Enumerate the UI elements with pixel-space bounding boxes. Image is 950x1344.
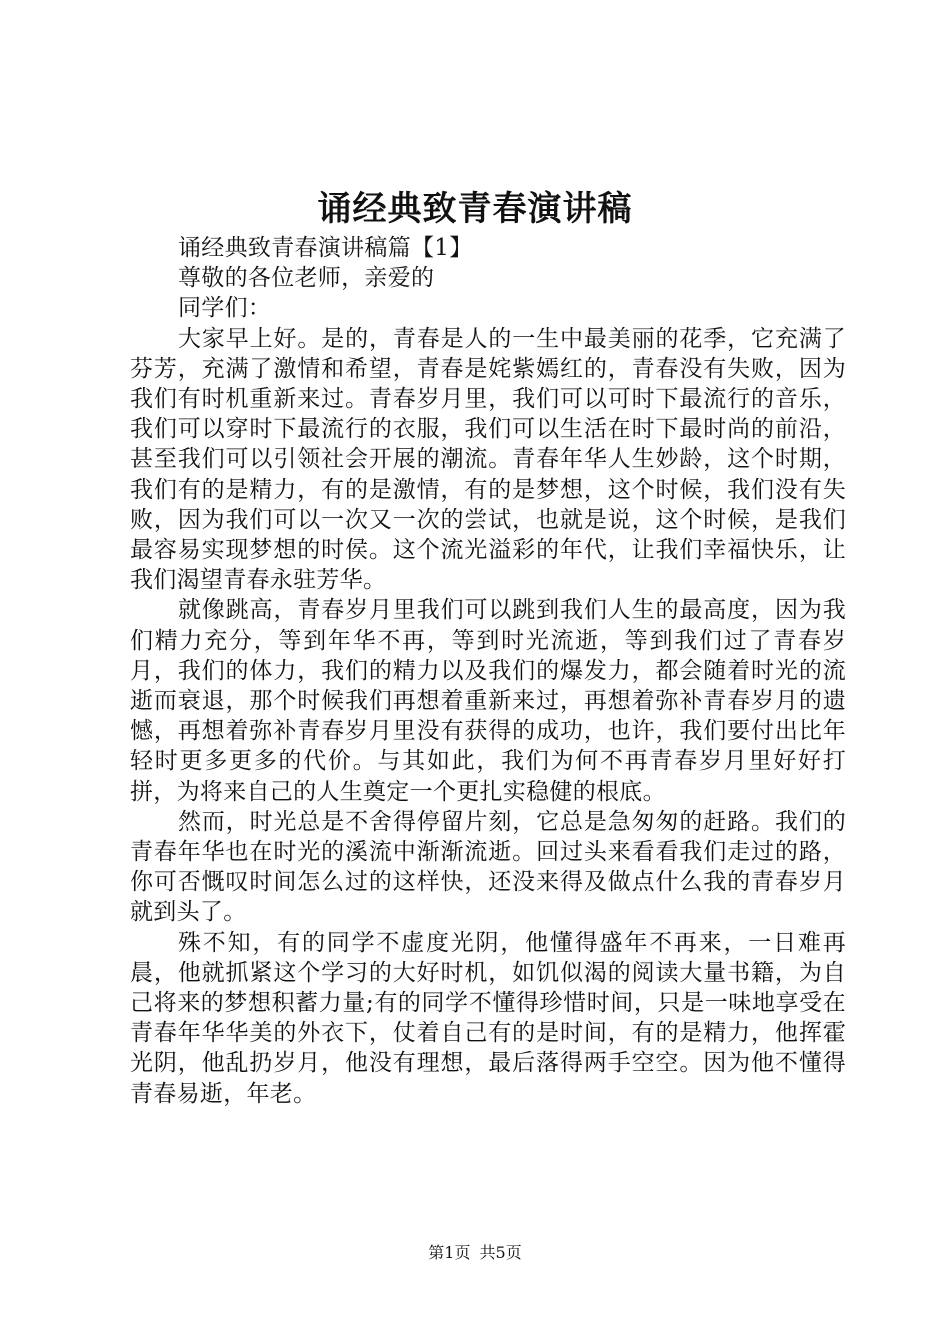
salutation-line-1: 尊敬的各位老师，亲爱的 — [178, 265, 435, 292]
page-footer: 第1页 共5页 — [428, 1243, 522, 1262]
document-body — [130, 233, 846, 1109]
paragraph-1: 大家早上好。是的，青春是人的一生中最美丽的花季，它充满了芬芳，充满了激情和希望，青春是姹紫嫣红的，青春没有失败，因为我们有时机重新来过。青春岁月里，我们可以可时下最流行的音乐，我们可以穿时下最流行的衣服，我们可以生活在时下最时尚的前沿，甚至我们可以引领社会开展的潮流。青春年华人生妙龄，这个时期，我们有的是精力，有的是激情，有的是梦想，这个时候，我们没有失败，因为我们可以一次又一次的尝试，也就是说，这个时候，是我们最容易实现梦想的时侯。这个流光溢彩的年代，让我们幸福快乐，让我们渴望青春永驻芳华。 — [130, 325, 846, 594]
paragraph-2: 就像跳高，青春岁月里我们可以跳到我们人生的最高度，因为我们精力充分，等到年华不再，等到时光流逝，等到我们过了青春岁月，我们的体力，我们的精力以及我们的爆发力，都会随着时光的流逝而衰退，那个时候我们再想着重新来过，再想着弥补青春岁月的遗憾，再想着弥补青春岁月里没有获得的成功，也许，我们要付出比年轻时更多更多的代价。与其如此，我们为何不再青春岁月里好好打拼，为将来自己的人生奠定一个更扎实稳健的根底。 — [130, 597, 846, 805]
document-title: 诵经典致青春演讲稿 — [317, 189, 633, 229]
section-heading: 诵经典致青春演讲稿篇【1】 — [178, 235, 473, 261]
paragraph-3: 然而，时光总是不舍得停留片刻，它总是急匆匆的赶路。我们的青春年华也在时光的溪流中渐渐流逝。回过头来看看我们走过的路，你可否慨叹时间怎么过的这样快，还没来得及做点什么我的青春岁月就到头了。 — [130, 808, 846, 926]
paragraph-4: 殊不知，有的同学不虚度光阴，他懂得盛年不再来，一日难再晨，他就抓紧这个学习的大好时机，如饥似渴的阅读大量书籍，为自己将来的梦想积蓄力量;有的同学不懂得珍惜时间，只是一味地享受在青春年华华美的外衣下，仗着自己有的是时间，有的是精力，他挥霍光阴，他乱扔岁月，他没有理想，最后落得两手空空。因为他不懂得青春易逝，年老。 — [130, 929, 846, 1107]
salutation-line-2: 同学们： — [178, 295, 272, 322]
